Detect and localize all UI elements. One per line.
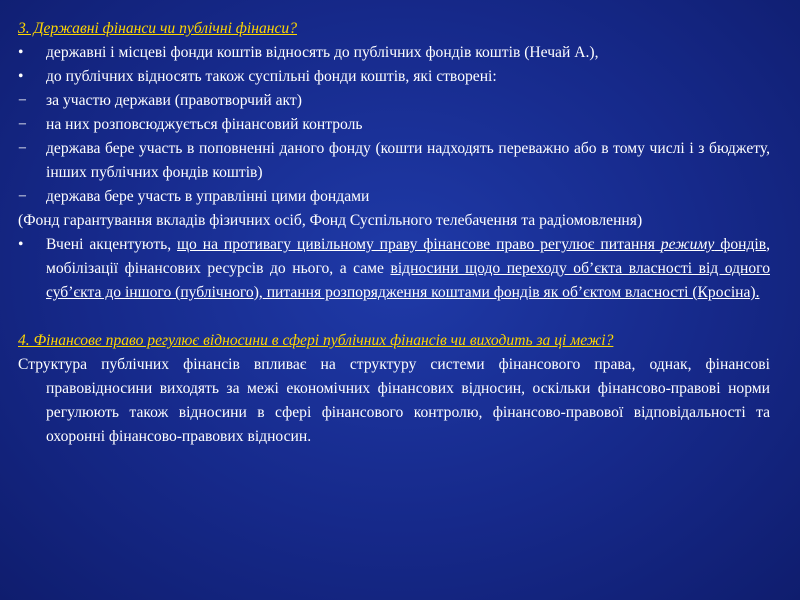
list-item [18, 137, 770, 185]
list-item-text: за участю держави (правотворчий акт) [46, 92, 302, 109]
structure-paragraph: Структура публічних фінансів впливає на структуру системи фінансового права, однак, фінансові правовідносини виходять за межі економічних фінансових відносин, оскільки фінансово-правові норми регулюють також відносини в сфері фінансового контролю, фінансово-правової відповідальності та охоронні фінансово-правових відносин. [18, 356, 770, 445]
scholars-prefix: Вчені акцентують, [46, 236, 178, 253]
parenthetical-note: (Фонд гарантування вкладів фізичних осіб, Фонд Суспільного телебачення та радіомовлення) [18, 212, 643, 229]
bullet-icon: • [18, 68, 24, 85]
dash-icon: − [18, 116, 27, 133]
list-item-text: держава бере участь в поповненні даного фонду (кошти надходять переважно або в тому числі і з бюджету, інших публічних фондів коштів) [46, 140, 770, 181]
list-item [18, 41, 770, 65]
list-item-text: державні і місцеві фонди коштів відносять до публічних фондів коштів (Нечай А.), [46, 44, 599, 61]
dash-icon: − [18, 188, 27, 205]
heading-section-3: 3. Державні фінанси чи публічні фінанси? [18, 20, 297, 37]
list-item-text: на них розповсюджується фінансовий контроль [46, 116, 363, 133]
list-item-text: до публічних відносять також суспільні фонди коштів, які створені: [46, 68, 497, 85]
scholars-underlined-4: питання розпорядження коштами фондів як об’єктом власності (Кросіна). [262, 284, 760, 301]
scholars-italic: режиму [660, 236, 715, 253]
list-item-text: держава бере участь в управлінні цими фондами [46, 188, 370, 205]
scholars-underlined-1: що на противагу цивільному праву фінансове право регулює питання [177, 236, 661, 253]
bullet-icon: • [18, 44, 24, 61]
spacer [18, 305, 770, 329]
dash-icon: − [18, 140, 27, 157]
list-item-scholars [18, 233, 770, 305]
list-item [18, 113, 770, 137]
dash-icon: − [18, 92, 27, 109]
scholars-underlined-3: відносини щодо переходу об’єкта власності від одного суб’єкта до іншого (публічного), [46, 260, 770, 301]
scholars-underlined-2: фондів [714, 236, 767, 253]
bullet-icon: • [18, 236, 24, 253]
list-item [18, 65, 770, 89]
slide-content [18, 17, 770, 449]
heading-section-4: 4. Фінансове право регулює відносини в сфері публічних фінансів чи виходить за ці межі? [18, 332, 614, 349]
list-item [18, 185, 770, 209]
scholars-middle: , мобілізації фінансових ресурсів до нього, а саме [46, 236, 770, 277]
list-item [18, 89, 770, 113]
